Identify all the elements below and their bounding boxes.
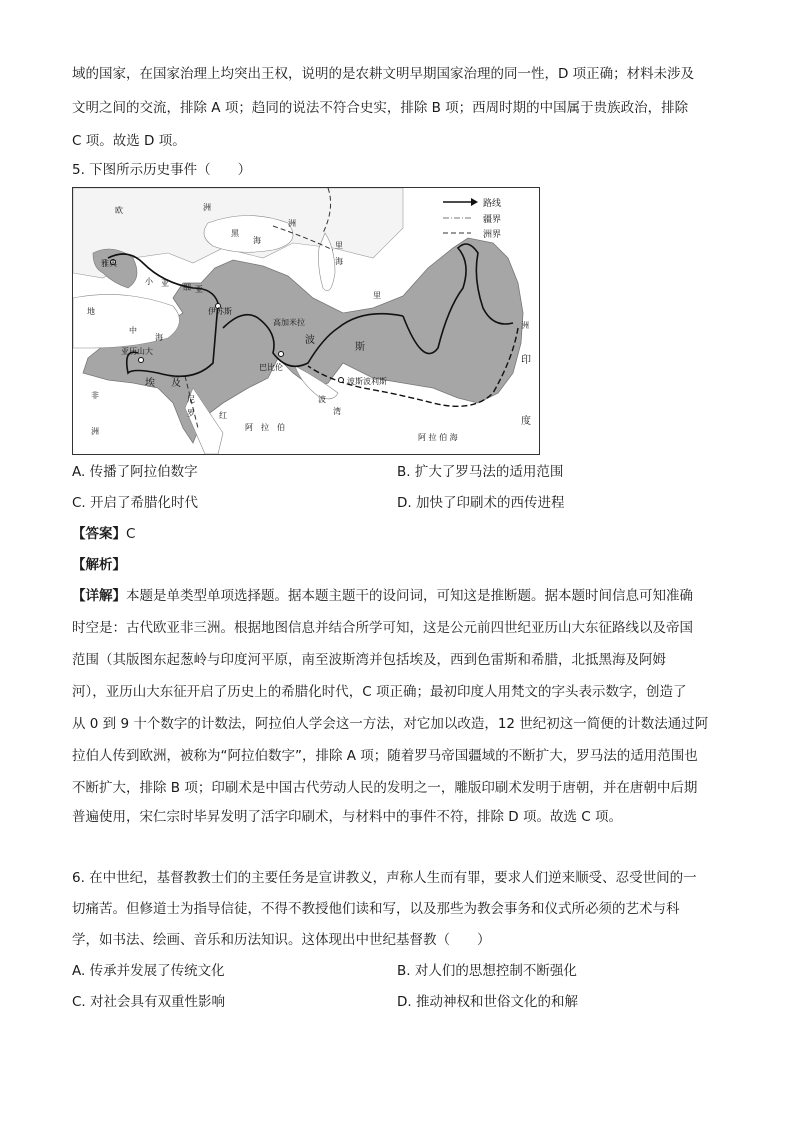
label-asia-minor-3: 细: [183, 283, 191, 292]
label-kashi: 里: [335, 241, 343, 250]
detail-line-2: 时空是：古代欧亚非三洲。根据地图信息并结合所学可知，这是公元前四世纪亚历山大东征路线以及帝国: [72, 620, 693, 636]
label-di: 地: [87, 307, 95, 316]
detail-line-1: [72, 586, 693, 606]
label-hai-2: 海: [335, 257, 343, 266]
q5-stem: 5. 下图所示历史事件（ ）: [72, 162, 252, 178]
label-athens: 雅典: [101, 259, 117, 268]
q6-stem-line-3: 学，如书法、绘画、音乐和历法知识。这体现出中世纪基督教（ ）: [72, 932, 491, 948]
q5-map: [72, 187, 540, 455]
label-black-2: 海: [253, 236, 261, 245]
label-egypt-2: 及: [171, 378, 181, 389]
q6-stem-line-2: 切痛苦。但修道士为指导信徒，不得不教授他们读和写，以及那些为教会事务和仪式所必须的艺术与科: [72, 901, 680, 917]
label-red-1: 红: [219, 411, 227, 420]
label-arabia: 阿 拉 伯: [245, 423, 285, 432]
analysis-tag: 【解析】: [72, 557, 126, 573]
label-nile-1: 尼: [187, 395, 195, 404]
label-li: 里: [373, 291, 381, 300]
label-asia-minor-2: 亚: [161, 279, 169, 288]
city-babylon-dot: [279, 352, 284, 357]
label-africa-2: 洲: [91, 427, 99, 436]
label-india-1: 印: [521, 355, 531, 366]
q5-answer: [72, 524, 135, 544]
label-alexandria: 亚历山大: [121, 347, 153, 356]
q6-option-a: A. 传承并发展了传统文化: [72, 963, 225, 979]
label-babylon: 巴比伦: [259, 363, 283, 372]
label-nile-2: 罗: [187, 409, 195, 418]
label-persia-1: 波: [305, 335, 315, 346]
label-asia-minor-4: 亚: [195, 285, 203, 294]
label-arabian-sea: 阿 拉 伯 海: [418, 433, 458, 442]
prev-analysis-line-3: C 项。故选 D 项。: [72, 133, 186, 149]
label-zhou: 洲: [288, 219, 296, 228]
legend-route: 路线: [483, 199, 502, 209]
detail-line-4: 河），亚历山大东征开启了历史上的希腊化时代，C 项正确；最初印度人用梵文的字头表示数字，创造了: [72, 684, 687, 700]
label-egypt-1: 埃: [145, 378, 155, 389]
detail-tag: 【详解】: [72, 588, 126, 604]
label-gaugamela: 高加米拉: [273, 318, 305, 327]
detail-line-8: 普遍使用，宋仁宗时毕昇发明了活字印刷术，与材料中的事件不符，排除 D 项。故选 C 项。: [72, 809, 622, 825]
label-issus: 伊苏斯: [208, 307, 232, 316]
q5-option-b: B. 扩大了罗马法的适用范围: [397, 464, 564, 480]
label-asia-minor-1: 小: [145, 277, 153, 286]
label-persepolis: 波斯波利斯: [347, 377, 387, 386]
label-india-2: 度: [521, 416, 531, 427]
legend-continent: 洲界: [483, 230, 502, 240]
map-legend: [443, 197, 501, 240]
label-africa-1: 非: [91, 391, 99, 400]
label-black-1: 黑: [231, 229, 239, 238]
label-europe-2: 洲: [203, 203, 211, 212]
q6-option-d: D. 推动神权和世俗文化的和解: [397, 994, 578, 1010]
label-zhou-2: 洲: [521, 321, 529, 330]
detail-line-3: 范围（其版图东起葱岭与印度河平原，南至波斯湾并包括埃及，西到色雷斯和希腊，北抵黑海及阿姆: [72, 652, 666, 668]
detail-line-7: 不断扩大，排除 B 项；印刷术是中国古代劳动人民的发明之一，雕版印刷术发明于唐朝，并在唐朝中后期: [72, 780, 698, 796]
city-alexandria-dot: [139, 358, 144, 363]
label-europe-1: 欧: [115, 206, 123, 215]
detail-line-1-text: 本题是单类型单项选择题。据本题主题干的设问词，可知这是推断题。据本题时间信息可知准确: [126, 588, 693, 604]
label-hai: 海: [155, 333, 163, 342]
prev-analysis-line-2: 文明之间的交流，排除 A 项；趋同的说法不符合史实，排除 B 项；西周时期的中国属于贵族政治，排除: [72, 100, 689, 116]
q6-option-c: C. 对社会具有双重性影响: [72, 994, 226, 1010]
detail-line-6: 拉伯人传到欧洲，被称为“阿拉伯数字”，排除 A 项；随着罗马帝国疆域的不断扩大，罗马法的适用范围也: [72, 748, 698, 764]
label-wan: 湾: [333, 407, 341, 416]
q5-option-d: D. 加快了印刷术的西传进程: [397, 495, 565, 511]
q5-option-a: A. 传播了阿拉伯数字: [72, 464, 198, 480]
q5-option-c: C. 开启了希腊化时代: [72, 495, 199, 511]
answer-tag: 【答案】: [72, 526, 126, 542]
answer-value: C: [126, 526, 136, 542]
legend-border: 疆界: [483, 215, 502, 225]
city-persepolis-dot: [339, 378, 344, 383]
label-zhong: 中: [129, 326, 137, 335]
q6-stem-line-1: 6. 在中世纪，基督教教士们的主要任务是宣讲教义，声称人生而有罪，要求人们逆来顺受、忍受世间的一: [72, 870, 697, 886]
prev-analysis-line-1: 域的国家，在国家治理上均突出王权，说明的是农耕文明早期国家治理的同一性，D 项正确；材料未涉及: [72, 66, 695, 82]
label-bo: 波: [318, 395, 326, 404]
detail-line-5: 从 0 到 9 十个数字的计数法，阿拉伯人学会这一方法，对它加以改造，12 世纪初这一简便的计数法通过阿: [72, 716, 709, 732]
map-black-sea: [204, 216, 293, 253]
label-persia-2: 斯: [355, 342, 365, 353]
q5-map-svg: [73, 188, 539, 454]
q6-option-b: B. 对人们的思想控制不断强化: [397, 963, 577, 979]
